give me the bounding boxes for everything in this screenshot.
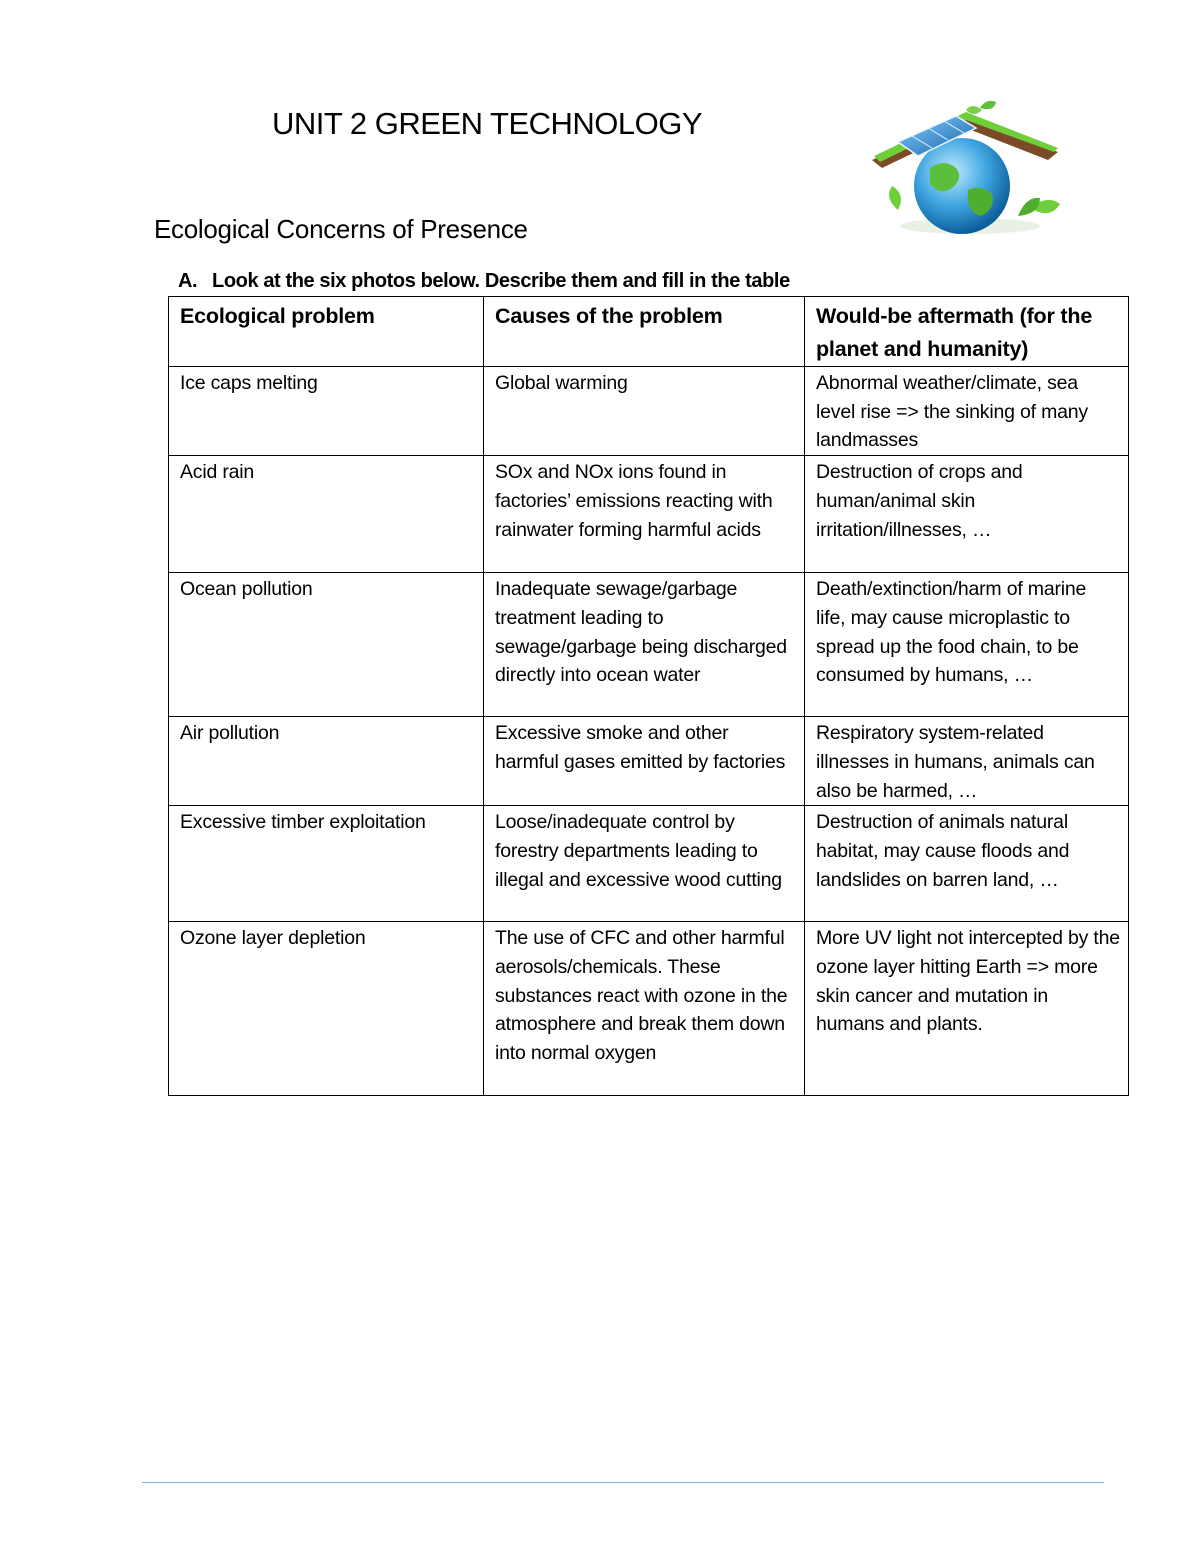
green-house-globe-icon: [858, 98, 1080, 238]
header-aftermath: Would-be aftermath (for the planet and humanity): [805, 297, 1129, 367]
page-title: UNIT 2 GREEN TECHNOLOGY: [272, 106, 703, 141]
cause-cell: The use of CFC and other harmful aerosols/chemicals. These substances react with ozone in the atmosphere and break them down into normal oxygen: [484, 922, 805, 1096]
cause-cell: Inadequate sewage/garbage treatment leading to sewage/garbage being discharged directly into ocean water: [484, 573, 805, 717]
problem-cell: Excessive timber exploitation: [169, 806, 484, 922]
problem-cell: Acid rain: [169, 456, 484, 573]
section-heading: Ecological Concerns of Presence: [154, 214, 528, 244]
header-causes: Causes of the problem: [484, 297, 805, 367]
problem-cell: Ice caps melting: [169, 367, 484, 456]
problem-cell: Air pollution: [169, 717, 484, 806]
header-ecological-problem: Ecological problem: [169, 297, 484, 367]
table-row: [169, 367, 1129, 456]
ecological-problems-table: [168, 296, 1129, 1096]
aftermath-cell: Abnormal weather/climate, sea level rise => the sinking of many landmasses: [805, 367, 1129, 456]
problem-cell: Ozone layer depletion: [169, 922, 484, 1096]
instruction-marker: A.: [178, 270, 198, 292]
cause-cell: SOx and NOx ions found in factories’ emissions reacting with rainwater forming harmful acids: [484, 456, 805, 573]
cause-cell: Loose/inadequate control by forestry departments leading to illegal and excessive wood cutting: [484, 806, 805, 922]
aftermath-cell: Destruction of crops and human/animal skin irritation/illnesses, …: [805, 456, 1129, 573]
aftermath-cell: Respiratory system-related illnesses in humans, animals can also be harmed, …: [805, 717, 1129, 806]
table-row: [169, 456, 1129, 573]
problem-cell: Ocean pollution: [169, 573, 484, 717]
table-row: [169, 717, 1129, 806]
instruction: [178, 270, 790, 293]
cause-cell: Global warming: [484, 367, 805, 456]
table-row: [169, 573, 1129, 717]
aftermath-cell: More UV light not intercepted by the ozone layer hitting Earth => more skin cancer and mutation in humans and plants.: [805, 922, 1129, 1096]
aftermath-cell: Destruction of animals natural habitat, may cause floods and landslides on barren land, …: [805, 806, 1129, 922]
table-row: [169, 806, 1129, 922]
aftermath-cell: Death/extinction/harm of marine life, may cause microplastic to spread up the food chain, to be consumed by humans, …: [805, 573, 1129, 717]
table-row: [169, 922, 1129, 1096]
cause-cell: Excessive smoke and other harmful gases emitted by factories: [484, 717, 805, 806]
table-header-row: [169, 297, 1129, 367]
instruction-text: Look at the six photos below. Describe them and fill in the table: [212, 270, 790, 292]
footer-divider: [142, 1482, 1104, 1483]
